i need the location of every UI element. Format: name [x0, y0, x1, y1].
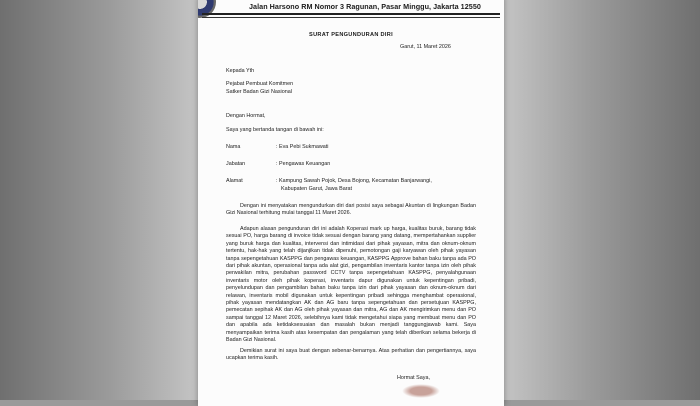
address-value-line1: : Kampung Sawah Pojok, Desa Bojong, Kecamatan Banjarwangi,: [276, 178, 432, 184]
recipient-position: Pejabat Pembuat Komitmen: [226, 81, 294, 87]
letter-title: SURAT PENGUNDURAN DIRI: [309, 32, 393, 38]
closing-paragraph: Demikian surat ini saya buat dengan sebenar-benarnya. Atas perhatian dan pengertiannya, saya ucapkan terima kasih.: [226, 348, 476, 362]
blurred-background-left: [0, 0, 200, 400]
letterhead-divider-thin: [202, 17, 500, 18]
letterhead-address: Jalan Harsono RM Nomor 3 Ragunan, Pasar Minggu, Jakarta 12550: [249, 2, 481, 11]
job-value: : Pengawas Keuangan: [276, 161, 331, 167]
job-label: Jabatan: [226, 161, 246, 167]
intro-text: Saya yang bertanda tangan di bawah ini:: [226, 127, 324, 133]
agency-logo: [198, 0, 216, 18]
closing-salutation: Hormat Saya,: [397, 375, 430, 381]
recipient-to: Kepada Yth: [226, 68, 255, 74]
place-date: Garut, 11 Maret 2026: [400, 44, 451, 50]
statement-paragraph: Dengan ini menyatakan mengundurkan diri dari posisi saya sebagai Akuntan di lingkungan Badan Gizi Nasional terhitung mulai tanggal 11 Maret 2026.: [226, 203, 476, 217]
name-value: : Eva Pebi Sukmawati: [276, 144, 329, 150]
address-label: Alamat: [226, 178, 243, 184]
letter-document: [198, 0, 504, 406]
name-label: Nama: [226, 144, 241, 150]
address-value-line2: Kabupaten Garut, Jawa Barat: [281, 186, 353, 192]
greeting: Dengan Hormat,: [226, 113, 266, 119]
reasons-paragraph: Adapun alasan pengunduran diri ini adalah Koperasi mark up harga, kualitas buruk, barang tidak sesuai PO, harga barang di invoice tidak sesuai dengan barang yang datang, mempertahankan supplier yang buruk harga dan kualitas, intervensi dan intimidasi dari pihak yayasan, mitra dan oknum-oknum tertentu, hak-hak yang telah dijanjikan tidak dipenuhi, pemotongan gaji karyawan oleh pihak yayasan tanpa sepengetahuan KASPPG dan pengawas keuangan, KASPPG Approve bahan baku tanpa ada PO dari pihak akuntan, operasional tanpa ada alat gizi, pengambilan inventaris kantor tanpa izin oleh pihak perwakilan mitra, perubahan password CCTV tanpa sepengetahuan KASPPG, penyalahgunaan inventaris motor oleh pihak koperasi, inventaris dapur digunakan untuk kepentingan pribadi, penyelundupan dan pengambilan bahan baku tanpa izin dari pihak yayasan dan oknum-oknum dari relawan, inventaris mobil digunakan untuk kepentingan pribadi sehingga menghambat operasional, pihak yayasan mendatangkan AK dan AG baru tanpa sepengetahuan dan persetujuan KASPPG, pemecatan sepihak AK dan AG oleh pihak yayasan dan mitra, AG dan AK mengirimkan menu dan PO sampai tanggal 12 Maret 2026, selebihnya kami tidak mengetahui siapa yang membuat menu dan PO dan apabila ada ketidaksesuaian dan masalah bukan menjadi tanggungjawab kami. Saya menyampaikan terima kasih atas kesempatan dan pengalaman yang telah diberikan selama bekerja di Badan Gizi Nasional.: [226, 226, 476, 344]
letterhead-divider: [202, 13, 500, 15]
signature-stamp: [402, 384, 440, 398]
recipient-agency: Satker Badan Gizi Nasional: [226, 89, 292, 95]
blurred-background-right: [500, 0, 700, 400]
